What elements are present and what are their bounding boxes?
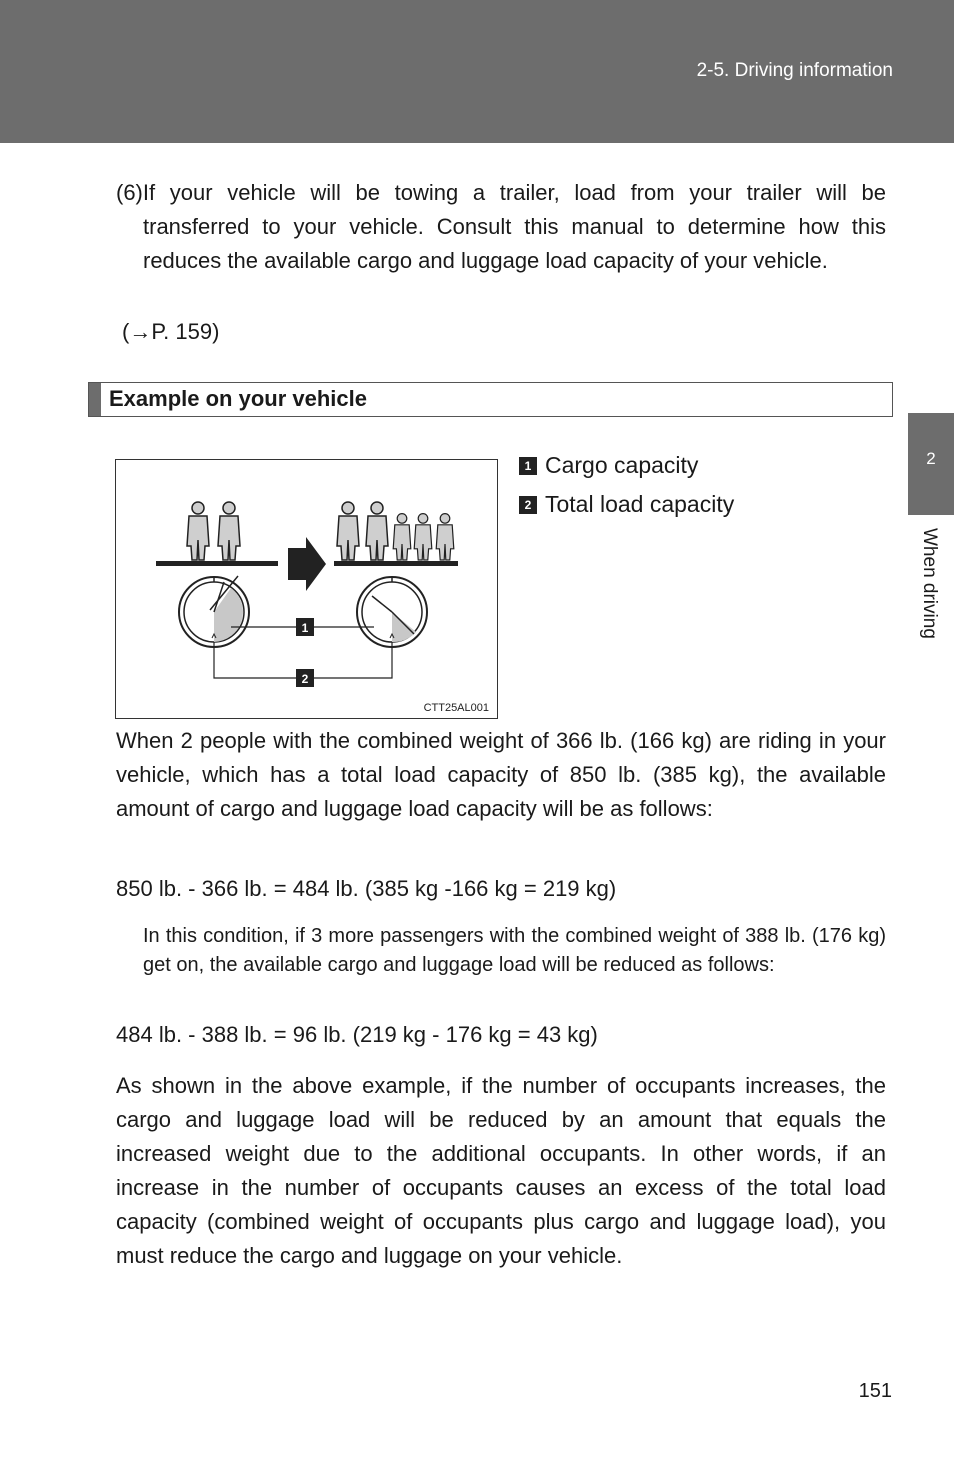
load-bar-before (156, 561, 278, 566)
people-group-after (337, 502, 454, 560)
legend-1-badge: 1 (519, 457, 537, 475)
capacity-illustration (115, 459, 498, 719)
section-title: 2-5. Driving information (696, 60, 893, 81)
people-group-before (187, 502, 240, 560)
chapter-label: When driving (919, 528, 940, 639)
legend-2-label: Total load capacity (545, 491, 735, 517)
figure-code: CTT25AL001 (423, 702, 489, 714)
page-number: 151 (858, 1380, 892, 1402)
callout-2-number: 2 (301, 672, 309, 686)
gauge-after (357, 577, 427, 647)
legend-total-load-capacity (519, 491, 734, 518)
page-reference: (→P. 159) (122, 319, 220, 344)
calculation-2: 484 lb. - 388 lb. = 96 lb. (219 kg - 176 kg = 43 kg) (116, 1022, 598, 1047)
note-additional-passengers: In this condition, if 3 more passengers with the combined weight of 388 lb. (176 kg) get on, the available cargo and luggage load will be reduced as follows: (143, 925, 886, 976)
calculation-1: 850 lb. - 366 lb. = 484 lb. (385 kg -166 kg = 219 kg) (116, 876, 617, 901)
arrow-right-icon (288, 537, 326, 591)
gauge-before (179, 576, 249, 647)
example-heading: Example on your vehicle (88, 382, 893, 417)
item-6-text: (6)If your vehicle will be towing a trailer, load from your trailer will be transferred to your vehicle. Consult this manual to determine how this reduces the available cargo and luggage load capacity of your vehicle. (116, 180, 886, 273)
chapter-number: 2 (926, 449, 936, 468)
paragraph-conclusion: As shown in the above example, if the number of occupants increases, the cargo and luggage load will be reduced by an amount that equals the increased weight due to the additional occupants. In other words, if an increase in the number of occupants causes an excess of the total load capacity (combined weight of occupants plus cargo and luggage load), you must reduce the cargo and luggage on your vehicle. (116, 1073, 886, 1268)
paragraph-example-intro: When 2 people with the combined weight of 366 lb. (166 kg) are riding in your vehicle, which has a total load capacity of 850 lb. (385 kg), the available amount of cargo and luggage load capacity will be as follows: (116, 728, 886, 821)
callout-1-number: 1 (301, 621, 309, 635)
capacity-diagram (116, 460, 497, 718)
legend-cargo-capacity (519, 452, 698, 479)
load-bar-after (334, 561, 458, 566)
legend-1-label: Cargo capacity (545, 452, 699, 478)
legend-2-badge: 2 (519, 496, 537, 514)
chapter-tab (908, 413, 954, 515)
